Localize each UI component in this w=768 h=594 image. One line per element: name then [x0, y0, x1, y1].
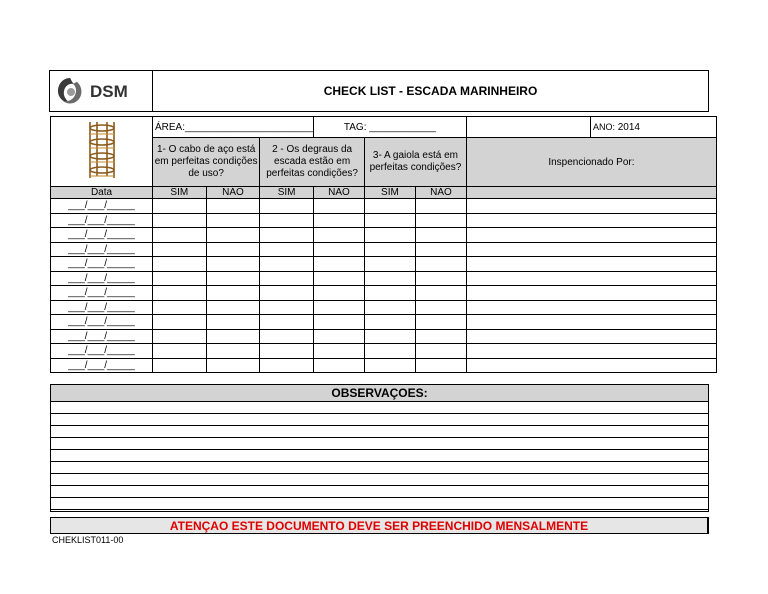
dsm-logo-icon	[55, 76, 85, 106]
observacao-line[interactable]	[51, 450, 708, 462]
inspector-cell[interactable]	[466, 199, 716, 214]
ano-value: 2014	[617, 121, 640, 133]
date-cell[interactable]: ___/___/_____	[51, 286, 153, 301]
nao-1-cell[interactable]	[206, 286, 260, 301]
col-sim-1: SIM	[153, 187, 207, 199]
nao-3-cell[interactable]	[415, 242, 466, 257]
ladder-cage-icon	[82, 120, 122, 180]
col-sim-3: SIM	[364, 187, 415, 199]
sim-3-cell[interactable]	[364, 271, 415, 286]
date-cell[interactable]: ___/___/_____	[51, 228, 153, 243]
inspector-cell[interactable]	[466, 286, 716, 301]
sim-1-cell[interactable]	[153, 242, 207, 257]
col-inspector	[466, 187, 716, 199]
sim-3-cell[interactable]	[364, 228, 415, 243]
sim-2-cell[interactable]	[260, 329, 314, 344]
ladder-image-cell	[51, 117, 153, 187]
observacoes-title: OBSERVAÇOES:	[51, 385, 708, 402]
sim-2-cell[interactable]	[260, 242, 314, 257]
nao-2-cell[interactable]	[313, 228, 364, 243]
sim-1-cell[interactable]	[153, 329, 207, 344]
sim-2-cell[interactable]	[260, 213, 314, 228]
inspector-cell[interactable]	[466, 315, 716, 330]
sim-1-cell[interactable]	[153, 271, 207, 286]
sim-2-cell[interactable]	[260, 199, 314, 214]
sim-3-cell[interactable]	[364, 199, 415, 214]
sim-1-cell[interactable]	[153, 199, 207, 214]
nao-2-cell[interactable]	[313, 344, 364, 359]
observacao-line[interactable]	[51, 498, 708, 510]
sim-1-cell[interactable]	[153, 228, 207, 243]
col-sim-2: SIM	[260, 187, 314, 199]
observacoes-box	[50, 384, 709, 512]
col-nao-1: NAO	[206, 187, 260, 199]
sim-1-cell[interactable]	[153, 300, 207, 315]
sim-3-cell[interactable]	[364, 300, 415, 315]
sim-1-cell[interactable]	[153, 358, 207, 373]
observacao-line[interactable]	[51, 402, 708, 414]
sim-3-cell[interactable]	[364, 286, 415, 301]
sim-2-cell[interactable]	[260, 315, 314, 330]
sim-3-cell[interactable]	[364, 213, 415, 228]
sim-1-cell[interactable]	[153, 344, 207, 359]
nao-2-cell[interactable]	[313, 329, 364, 344]
sim-2-cell[interactable]	[260, 286, 314, 301]
nao-3-cell[interactable]	[415, 344, 466, 359]
observacao-line[interactable]	[51, 426, 708, 438]
nao-3-cell[interactable]	[415, 358, 466, 373]
sim-3-cell[interactable]	[364, 257, 415, 272]
table-row	[51, 228, 717, 243]
sim-3-cell[interactable]	[364, 358, 415, 373]
date-cell[interactable]: ___/___/_____	[51, 329, 153, 344]
nao-2-cell[interactable]	[313, 213, 364, 228]
table-row	[51, 358, 717, 373]
area-field[interactable]: ÁREA:_______________________	[153, 117, 314, 138]
inspector-cell[interactable]	[466, 329, 716, 344]
sim-1-cell[interactable]	[153, 257, 207, 272]
ano-field: ANO: 2014	[590, 117, 716, 138]
table-row	[51, 286, 717, 301]
nao-2-cell[interactable]	[313, 199, 364, 214]
nao-3-cell[interactable]	[415, 199, 466, 214]
nao-2-cell[interactable]	[313, 242, 364, 257]
observacao-line[interactable]	[51, 462, 708, 474]
inspector-cell[interactable]	[466, 257, 716, 272]
observacao-line[interactable]	[51, 438, 708, 450]
page-title: CHECK LIST - ESCADA MARINHEIRO	[323, 84, 538, 98]
question-1: 1- O cabo de aço está em perfeitas condições de uso?	[153, 138, 260, 187]
observacao-line[interactable]	[51, 486, 708, 498]
date-cell[interactable]: ___/___/_____	[51, 315, 153, 330]
nao-3-cell[interactable]	[415, 286, 466, 301]
sim-2-cell[interactable]	[260, 344, 314, 359]
col-nao-2: NAO	[313, 187, 364, 199]
nao-1-cell[interactable]	[206, 358, 260, 373]
observacao-line[interactable]	[51, 414, 708, 426]
inspector-cell[interactable]	[466, 344, 716, 359]
tag-field[interactable]: TAG: ____________	[313, 117, 466, 138]
logo-cell	[50, 71, 153, 111]
date-cell[interactable]: ___/___/_____	[51, 257, 153, 272]
nao-3-cell[interactable]	[415, 213, 466, 228]
sim-2-cell[interactable]	[260, 358, 314, 373]
nao-2-cell[interactable]	[313, 271, 364, 286]
nao-1-cell[interactable]	[206, 199, 260, 214]
inspector-cell[interactable]	[466, 242, 716, 257]
nao-1-cell[interactable]	[206, 315, 260, 330]
date-cell[interactable]: ___/___/_____	[51, 199, 153, 214]
table-row	[51, 242, 717, 257]
nao-1-cell[interactable]	[206, 242, 260, 257]
question-2: 2 - Os degraus da escada estão em perfeitas condições?	[260, 138, 365, 187]
date-cell[interactable]: ___/___/_____	[51, 344, 153, 359]
table-row	[51, 213, 717, 228]
warning-banner: ATENÇAO ESTE DOCUMENTO DEVE SER PREENCHIDO MENSALMENTE	[50, 517, 709, 534]
nao-1-cell[interactable]	[206, 228, 260, 243]
nao-1-cell[interactable]	[206, 213, 260, 228]
question-3: 3- A gaiola está em perfeitas condições?	[364, 138, 466, 187]
checklist-table	[50, 116, 717, 373]
nao-3-cell[interactable]	[415, 300, 466, 315]
date-cell[interactable]: ___/___/_____	[51, 213, 153, 228]
sim-1-cell[interactable]	[153, 213, 207, 228]
spacer-cell	[466, 117, 590, 138]
inspector-cell[interactable]	[466, 300, 716, 315]
nao-1-cell[interactable]	[206, 271, 260, 286]
nao-2-cell[interactable]	[313, 315, 364, 330]
table-row	[51, 329, 717, 344]
sim-2-cell[interactable]	[260, 271, 314, 286]
nao-2-cell[interactable]	[313, 286, 364, 301]
date-cell[interactable]: ___/___/_____	[51, 271, 153, 286]
nao-2-cell[interactable]	[313, 358, 364, 373]
sim-2-cell[interactable]	[260, 228, 314, 243]
sim-3-cell[interactable]	[364, 329, 415, 344]
sim-2-cell[interactable]	[260, 300, 314, 315]
nao-3-cell[interactable]	[415, 271, 466, 286]
observacao-line[interactable]	[51, 474, 708, 486]
date-cell[interactable]: ___/___/_____	[51, 300, 153, 315]
date-cell[interactable]: ___/___/_____	[51, 242, 153, 257]
nao-1-cell[interactable]	[206, 329, 260, 344]
inspector-cell[interactable]	[466, 228, 716, 243]
col-nao-3: NAO	[415, 187, 466, 199]
table-row	[51, 257, 717, 272]
document-header	[49, 70, 709, 112]
nao-1-cell[interactable]	[206, 300, 260, 315]
sim-1-cell[interactable]	[153, 315, 207, 330]
inspector-cell[interactable]	[466, 213, 716, 228]
date-cell[interactable]: ___/___/_____	[51, 358, 153, 373]
sim-3-cell[interactable]	[364, 344, 415, 359]
nao-2-cell[interactable]	[313, 300, 364, 315]
sim-3-cell[interactable]	[364, 242, 415, 257]
document-code: CHEKLIST011-00	[52, 535, 124, 545]
inspector-cell[interactable]	[466, 358, 716, 373]
nao-2-cell[interactable]	[313, 257, 364, 272]
table-row	[51, 344, 717, 359]
sim-2-cell[interactable]	[260, 257, 314, 272]
nao-3-cell[interactable]	[415, 329, 466, 344]
nao-1-cell[interactable]	[206, 257, 260, 272]
col-data: Data	[51, 187, 153, 199]
sim-3-cell[interactable]	[364, 315, 415, 330]
nao-1-cell[interactable]	[206, 344, 260, 359]
nao-3-cell[interactable]	[415, 228, 466, 243]
inspector-cell[interactable]	[466, 271, 716, 286]
inspecionado-label: Inspencionado Por:	[466, 138, 716, 187]
table-row	[51, 300, 717, 315]
nao-3-cell[interactable]	[415, 315, 466, 330]
nao-3-cell[interactable]	[415, 257, 466, 272]
table-row	[51, 199, 717, 214]
table-row	[51, 315, 717, 330]
logo-text: DSM	[90, 82, 128, 101]
sim-1-cell[interactable]	[153, 286, 207, 301]
table-row	[51, 271, 717, 286]
